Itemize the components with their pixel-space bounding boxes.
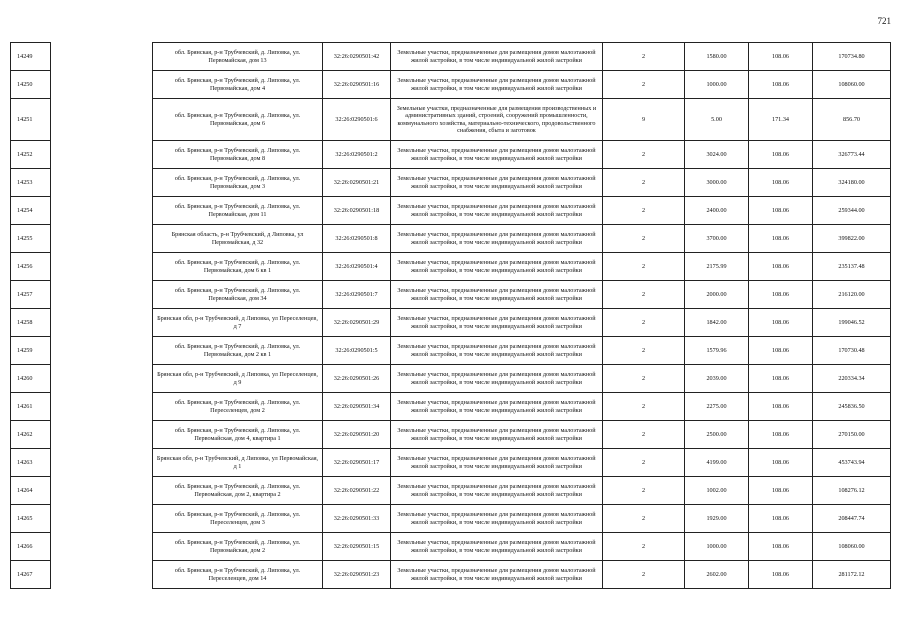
land-use-group-cell: 2 [603,71,685,99]
record-number-cell: 14265 [11,505,51,533]
land-plots-table-wrapper [10,42,891,589]
specific-value-cell: 108.06 [749,281,813,309]
land-use-group-cell: 2 [603,421,685,449]
land-use-purpose-cell: Земельные участки, предназначенные для размещения домов малоэтажной жилой застройки, в том числе индивидуальной жилой застройки [391,505,603,533]
cadastral-number-cell: 32:26:0290501:7 [323,281,391,309]
area-cell: 3000.00 [685,169,749,197]
area-cell: 2275.00 [685,393,749,421]
area-cell: 3024.00 [685,141,749,169]
table-row [11,309,891,337]
table-row [11,505,891,533]
land-use-purpose-cell: Земельные участки, предназначенные для размещения домов малоэтажной жилой застройки, в том числе индивидуальной жилой застройки [391,337,603,365]
spacer-cell [51,533,153,561]
area-cell: 5.00 [685,99,749,141]
address-cell: обл. Брянская, р-н Трубчевский, д. Липовка, ул. Первомайская, дом 2 кв 1 [153,337,323,365]
address-cell: обл. Брянская, р-н Трубчевский, д. Липовка, ул. Переселенцев, дом 2 [153,393,323,421]
record-number-cell: 14262 [11,421,51,449]
table-row [11,169,891,197]
table-row [11,253,891,281]
specific-value-cell: 108.06 [749,197,813,225]
specific-value-cell: 108.06 [749,533,813,561]
area-cell: 1842.00 [685,309,749,337]
address-cell: обл. Брянская, р-н Трубчевский, д. Липовка, ул. Первомайская, дом 3 [153,169,323,197]
land-use-purpose-cell: Земельные участки, предназначенные для размещения домов малоэтажной жилой застройки, в том числе индивидуальной жилой застройки [391,309,603,337]
record-number-cell: 14266 [11,533,51,561]
specific-value-cell: 108.06 [749,225,813,253]
table-row [11,421,891,449]
specific-value-cell: 108.06 [749,365,813,393]
area-cell: 2500.00 [685,421,749,449]
land-use-group-cell: 2 [603,449,685,477]
table-row [11,449,891,477]
land-use-purpose-cell: Земельные участки, предназначенные для размещения домов малоэтажной жилой застройки, в том числе индивидуальной жилой застройки [391,43,603,71]
spacer-cell [51,309,153,337]
table-row [11,225,891,253]
address-cell: Брянская обл, р-н Трубчевский, д Липовка, ул Переселенцев, д 9 [153,365,323,393]
record-number-cell: 14264 [11,477,51,505]
land-use-group-cell: 2 [603,281,685,309]
record-number-cell: 14260 [11,365,51,393]
cadastral-number-cell: 32:26:0290501:34 [323,393,391,421]
table-row [11,393,891,421]
record-number-cell: 14258 [11,309,51,337]
land-use-group-cell: 2 [603,43,685,71]
cadastral-value-cell: 108060.00 [813,533,891,561]
cadastral-number-cell: 32:26:0290501:42 [323,43,391,71]
area-cell: 2602.00 [685,561,749,589]
spacer-cell [51,281,153,309]
cadastral-value-cell: 856.70 [813,99,891,141]
address-cell: Брянская обл, р-н Трубчевский, д Липовка, ул Переселенцев, д 7 [153,309,323,337]
land-use-group-cell: 2 [603,505,685,533]
cadastral-number-cell: 32:26:0290501:22 [323,477,391,505]
address-cell: Брянская обл, р-н Трубчевский, д Липовка, ул Первомайская, д 1 [153,449,323,477]
spacer-cell [51,393,153,421]
cadastral-value-cell: 208447.74 [813,505,891,533]
land-use-purpose-cell: Земельные участки, предназначенные для размещения домов малоэтажной жилой застройки, в том числе индивидуальной жилой застройки [391,197,603,225]
address-cell: обл. Брянская, р-н Трубчевский, д. Липовка, ул. Первомайская, дом 11 [153,197,323,225]
cadastral-value-cell: 453743.94 [813,449,891,477]
address-cell: Брянская область, р-н Трубчевский, д Липовка, ул Первомайская, д 32 [153,225,323,253]
record-number-cell: 14259 [11,337,51,365]
cadastral-value-cell: 216120.00 [813,281,891,309]
cadastral-number-cell: 32:26:0290501:5 [323,337,391,365]
spacer-cell [51,141,153,169]
record-number-cell: 14256 [11,253,51,281]
specific-value-cell: 171.34 [749,99,813,141]
land-use-purpose-cell: Земельные участки, предназначенные для размещения домов малоэтажной жилой застройки, в том числе индивидуальной жилой застройки [391,365,603,393]
land-use-group-cell: 2 [603,253,685,281]
area-cell: 1579.96 [685,337,749,365]
spacer-cell [51,197,153,225]
specific-value-cell: 108.06 [749,477,813,505]
cadastral-value-cell: 281172.12 [813,561,891,589]
land-use-purpose-cell: Земельные участки, предназначенные для размещения домов малоэтажной жилой застройки, в том числе индивидуальной жилой застройки [391,421,603,449]
spacer-cell [51,253,153,281]
land-use-group-cell: 2 [603,197,685,225]
address-cell: обл. Брянская, р-н Трубчевский, д. Липовка, ул. Первомайская, дом 4, квартира 1 [153,421,323,449]
address-cell: обл. Брянская, р-н Трубчевский, д. Липовка, ул. Первомайская, дом 2, квартира 2 [153,477,323,505]
cadastral-number-cell: 32:26:0290501:33 [323,505,391,533]
area-cell: 2000.00 [685,281,749,309]
spacer-cell [51,99,153,141]
cadastral-value-cell: 245836.50 [813,393,891,421]
spacer-cell [51,365,153,393]
area-cell: 1002.00 [685,477,749,505]
address-cell: обл. Брянская, р-н Трубчевский, д. Липовка, ул. Первомайская, дом 4 [153,71,323,99]
specific-value-cell: 108.06 [749,421,813,449]
address-cell: обл. Брянская, р-н Трубчевский, д. Липовка, ул. Первомайская, дом 8 [153,141,323,169]
land-use-purpose-cell: Земельные участки, предназначенные для размещения домов малоэтажной жилой застройки, в том числе индивидуальной жилой застройки [391,253,603,281]
cadastral-value-cell: 270150.00 [813,421,891,449]
table-row [11,71,891,99]
land-use-purpose-cell: Земельные участки, предназначенные для размещения домов малоэтажной жилой застройки, в том числе индивидуальной жилой застройки [391,533,603,561]
area-cell: 1580.00 [685,43,749,71]
cadastral-number-cell: 32:26:0290501:16 [323,71,391,99]
record-number-cell: 14249 [11,43,51,71]
area-cell: 1000.00 [685,71,749,99]
land-plots-table [10,42,891,589]
specific-value-cell: 108.06 [749,43,813,71]
record-number-cell: 14251 [11,99,51,141]
area-cell: 2400.00 [685,197,749,225]
land-use-group-cell: 9 [603,99,685,141]
spacer-cell [51,477,153,505]
record-number-cell: 14250 [11,71,51,99]
cadastral-number-cell: 32:26:0290501:6 [323,99,391,141]
area-cell: 2175.99 [685,253,749,281]
address-cell: обл. Брянская, р-н Трубчевский, д. Липовка, ул. Первомайская, дом 2 [153,533,323,561]
address-cell: обл. Брянская, р-н Трубчевский, д. Липовка, ул. Первомайская, дом 13 [153,43,323,71]
land-use-purpose-cell: Земельные участки, предназначенные для размещения домов малоэтажной жилой застройки, в том числе индивидуальной жилой застройки [391,393,603,421]
record-number-cell: 14253 [11,169,51,197]
land-use-purpose-cell: Земельные участки, предназначенные для размещения домов малоэтажной жилой застройки, в том числе индивидуальной жилой застройки [391,169,603,197]
address-cell: обл. Брянская, р-н Трубчевский, д. Липовка, ул. Первомайская, дом 34 [153,281,323,309]
specific-value-cell: 108.06 [749,253,813,281]
record-number-cell: 14254 [11,197,51,225]
area-cell: 1000.00 [685,533,749,561]
record-number-cell: 14255 [11,225,51,253]
land-use-purpose-cell: Земельные участки, предназначенные для размещения производственных и административных зданий, строений, сооружений промышленности, коммунального хозяйства, материально-технического, продовольственного снабжения, сбыта и заготовок [391,99,603,141]
spacer-cell [51,169,153,197]
table-row [11,197,891,225]
spacer-cell [51,505,153,533]
table-row [11,533,891,561]
land-use-purpose-cell: Земельные участки, предназначенные для размещения домов малоэтажной жилой застройки, в том числе индивидуальной жилой застройки [391,561,603,589]
land-use-purpose-cell: Земельные участки, предназначенные для размещения домов малоэтажной жилой застройки, в том числе индивидуальной жилой застройки [391,141,603,169]
specific-value-cell: 108.06 [749,141,813,169]
record-number-cell: 14257 [11,281,51,309]
table-row [11,561,891,589]
land-use-group-cell: 2 [603,169,685,197]
address-cell: обл. Брянская, р-н Трубчевский, д. Липовка, ул. Первомайская, дом 6 кв 1 [153,253,323,281]
cadastral-number-cell: 32:26:0290501:2 [323,141,391,169]
cadastral-number-cell: 32:26:0290501:15 [323,533,391,561]
cadastral-number-cell: 32:26:0290501:4 [323,253,391,281]
table-row [11,477,891,505]
specific-value-cell: 108.06 [749,393,813,421]
table-row [11,365,891,393]
cadastral-number-cell: 32:26:0290501:20 [323,421,391,449]
spacer-cell [51,43,153,71]
land-use-group-cell: 2 [603,393,685,421]
cadastral-number-cell: 32:26:0290501:26 [323,365,391,393]
cadastral-number-cell: 32:26:0290501:21 [323,169,391,197]
address-cell: обл. Брянская, р-н Трубчевский, д. Липовка, ул. Переселенцев, дом 14 [153,561,323,589]
specific-value-cell: 108.06 [749,337,813,365]
record-number-cell: 14263 [11,449,51,477]
cadastral-value-cell: 170734.80 [813,43,891,71]
cadastral-number-cell: 32:26:0290501:23 [323,561,391,589]
land-use-purpose-cell: Земельные участки, предназначенные для размещения домов малоэтажной жилой застройки, в том числе индивидуальной жилой застройки [391,281,603,309]
cadastral-value-cell: 399822.00 [813,225,891,253]
address-cell: обл. Брянская, р-н Трубчевский, д. Липовка, ул. Первомайская, дом 6 [153,99,323,141]
record-number-cell: 14261 [11,393,51,421]
cadastral-value-cell: 259344.00 [813,197,891,225]
specific-value-cell: 108.06 [749,561,813,589]
land-use-group-cell: 2 [603,225,685,253]
specific-value-cell: 108.06 [749,169,813,197]
land-use-group-cell: 2 [603,141,685,169]
specific-value-cell: 108.06 [749,505,813,533]
land-use-purpose-cell: Земельные участки, предназначенные для размещения домов малоэтажной жилой застройки, в том числе индивидуальной жилой застройки [391,477,603,505]
table-row [11,43,891,71]
land-use-group-cell: 2 [603,365,685,393]
area-cell: 1929.00 [685,505,749,533]
spacer-cell [51,561,153,589]
table-row [11,99,891,141]
land-use-group-cell: 2 [603,561,685,589]
cadastral-value-cell: 235137.48 [813,253,891,281]
land-use-group-cell: 2 [603,533,685,561]
cadastral-value-cell: 324180.00 [813,169,891,197]
cadastral-value-cell: 220334.34 [813,365,891,393]
specific-value-cell: 108.06 [749,71,813,99]
area-cell: 3700.00 [685,225,749,253]
cadastral-value-cell: 108060.00 [813,71,891,99]
spacer-cell [51,421,153,449]
cadastral-number-cell: 32:26:0290501:18 [323,197,391,225]
specific-value-cell: 108.06 [749,449,813,477]
cadastral-value-cell: 170730.48 [813,337,891,365]
cadastral-number-cell: 32:26:0290501:29 [323,309,391,337]
land-use-purpose-cell: Земельные участки, предназначенные для размещения домов малоэтажной жилой застройки, в том числе индивидуальной жилой застройки [391,449,603,477]
spacer-cell [51,337,153,365]
table-row [11,141,891,169]
table-row [11,337,891,365]
page-number: 721 [877,16,891,26]
land-use-group-cell: 2 [603,477,685,505]
record-number-cell: 14252 [11,141,51,169]
address-cell: обл. Брянская, р-н Трубчевский, д. Липовка, ул. Переселенцев, дом 3 [153,505,323,533]
spacer-cell [51,449,153,477]
cadastral-value-cell: 108276.12 [813,477,891,505]
table-row [11,281,891,309]
cadastral-number-cell: 32:26:0290501:8 [323,225,391,253]
record-number-cell: 14267 [11,561,51,589]
cadastral-number-cell: 32:26:0290501:17 [323,449,391,477]
specific-value-cell: 108.06 [749,309,813,337]
cadastral-value-cell: 199046.52 [813,309,891,337]
area-cell: 2039.00 [685,365,749,393]
cadastral-value-cell: 326773.44 [813,141,891,169]
spacer-cell [51,225,153,253]
land-use-group-cell: 2 [603,337,685,365]
land-use-group-cell: 2 [603,309,685,337]
land-use-purpose-cell: Земельные участки, предназначенные для размещения домов малоэтажной жилой застройки, в том числе индивидуальной жилой застройки [391,71,603,99]
land-use-purpose-cell: Земельные участки, предназначенные для размещения домов малоэтажной жилой застройки, в том числе индивидуальной жилой застройки [391,225,603,253]
area-cell: 4199.00 [685,449,749,477]
spacer-cell [51,71,153,99]
